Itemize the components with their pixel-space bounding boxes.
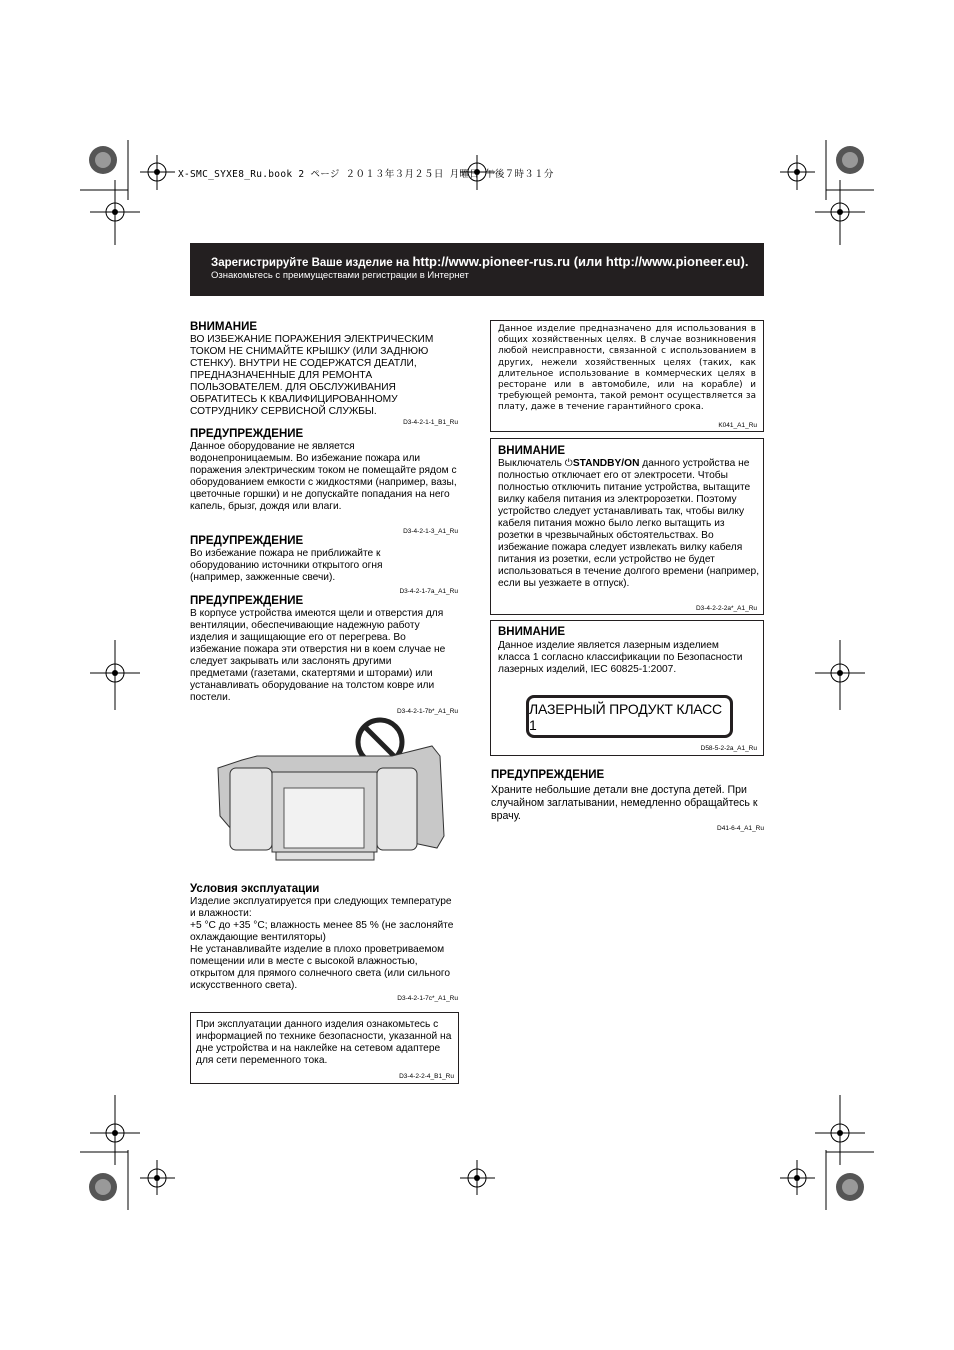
left-s2-code: D3-4-2-1-3_A1_Ru xyxy=(403,528,458,535)
right-box3-title: ВНИМАНИЕ xyxy=(498,626,566,638)
left-s5-body: Изделие эксплуатируется при следующих температуре и влажности: +5 °C до +35 °C; влажность менее 85 % (не заслоняйте охлаждающие вентиляторы) Не устанавливайте изделие в плохо проветриваемом помещении или в месте с высокой влажностью, открытом для прямого солнечного света (или сильного искусственного света). xyxy=(190,896,454,991)
right-s4-body: Храните небольшие детали вне доступа детей. При случайном заглатывании, немедленно обращайтесь к врачу. xyxy=(491,784,758,822)
power-icon: ⏻ xyxy=(564,458,573,469)
left-s5-title: Условия эксплуатации xyxy=(190,883,320,895)
covered-device-illustration xyxy=(212,716,452,866)
left-s3-body: Во избежание пожара не приближайте к оборудованию источники открытого огня (например, зажженные свечи). xyxy=(190,548,383,583)
banner-line-2: Ознакомьтесь с преимуществами регистрации в Интернет xyxy=(211,270,469,281)
left-s3-title: ПРЕДУПРЕЖДЕНИЕ xyxy=(190,535,304,547)
right-box3-body: Данное изделие является лазерным изделием класса 1 согласно классификации по Безопасности лазерных изделий, IEC 60825-1:2007. xyxy=(498,640,743,675)
right-box2-title: ВНИМАНИЕ xyxy=(498,445,566,457)
right-box-standby xyxy=(490,438,764,615)
banner-line-1 xyxy=(211,254,748,269)
left-s1-body: ВО ИЗБЕЖАНИЕ ПОРАЖЕНИЯ ЭЛЕКТРИЧЕСКИМ ТОКОМ НЕ СНИМАЙТЕ КРЫШКУ (ИЛИ ЗАДНЮЮ СТЕНКУ). ВНУТРИ НЕ СОДЕРЖАТСЯ ДЕАТЛИ, ПРЕДНАЗНАЧЕННЫЕ ДЛЯ РЕМОНТА ПОЛЬЗОВАТЕЛЕМ. ДЛЯ ОБСЛУЖИВАНИЯ ОБРАТИТЕСЬ К КВАЛИФИЦИРОВАННОМУ СОТРУДНИКУ СЕРВИСНОЙ СЛУЖБЫ. xyxy=(190,334,434,417)
left-s4-title: ПРЕДУПРЕЖДЕНИЕ xyxy=(190,595,304,607)
left-s3-code: D3-4-2-1-7a_A1_Ru xyxy=(399,588,458,595)
right-box2-body xyxy=(498,458,760,590)
left-s2-title: ПРЕДУПРЕЖДЕНИЕ xyxy=(190,428,304,440)
left-s4-body: В корпусе устройства имеются щели и отверстия для вентиляции, обеспечивающие надежную работу изделия и защищающие его от перегрева. Во избежание пожара эти отверстия ни в коем случае не следует закрывать или заслонять другими предметами (газетами, скатертями и шторами) или устанавливать оборудование на толстом ковре или постели. xyxy=(190,608,446,703)
right-box-household xyxy=(490,320,764,432)
right-box1-body: Данное изделие предназначено для использования в общих хозяйственных целях. В случае возникновения любой неисправности, связанной с использованием в других, нежели хозяйственных целях (таких, как длительное использование в коммерческих целях в ресторане или в автомобиле, или на корабле) и требующей ремонта, такой ремонт осуществляется за плату, даже в течение гарантийного срока. xyxy=(498,324,756,413)
right-box3-code: D58-5-2-2a_A1_Ru xyxy=(700,745,757,752)
left-box-body: При эксплуатации данного изделия ознакомьтесь с информацией по технике безопасности, указанной на дне устройства и на наклейке на сетевом адаптере для сети переменного тока. xyxy=(196,1019,452,1066)
right-box-laser xyxy=(490,620,764,756)
right-box1-code: K041_A1_Ru xyxy=(718,422,757,429)
laser-class-label: ЛАЗЕРНЫЙ ПРОДУКТ КЛАСС 1 xyxy=(526,695,733,738)
left-s5-code: D3-4-2-1-7c*_A1_Ru xyxy=(397,995,458,1002)
right-box2-body-post: данного устройства не полностью отключает его от электросети. Чтобы полностью отключить питание устройства, вытащите вилку кабеля питания из электророзетки. Поэтому устройство следует устанавливать так, чтобы вилку кабеля питания можно было легко вытащить из розетки в чрезвычайных обстоятельствах. Во избежание пожара следует извлекать вилку кабеля питания из розетки, если устройство не будет использоваться в течение долгого времени (например, если вы уезжаете в отпуск). xyxy=(498,458,760,589)
right-box2-code: D3-4-2-2-2a*_A1_Ru xyxy=(695,605,757,612)
right-s4-code: D41-6-4_A1_Ru xyxy=(717,825,764,832)
left-s2-body: Данное оборудование не является водонепроницаемым. Во избежание пожара или поражения электрическим током не помещайте рядом с оборудованием емкости с жидкостями (например, вазы, цветочные горшки) и не допускайте попадания на него капель, брызг, дождя или влаги. xyxy=(190,441,457,512)
left-box-code: D3-4-2-2-4_B1_Ru xyxy=(399,1073,454,1080)
standby-switch-label: STANDBY/ON xyxy=(572,458,640,469)
left-s4-code: D3-4-2-1-7b*_A1_Ru xyxy=(396,708,458,715)
banner-prefix: Зарегистрируйте Ваше изделие на xyxy=(211,257,413,269)
right-box2-body-pre: Выключатель xyxy=(498,458,565,469)
left-s1-code: D3-4-2-1-1_B1_Ru xyxy=(403,419,458,426)
file-header-line: X-SMC_SYXE8_Ru.book 2 ページ ２０１３年３月２５日 月曜日 午後７時３１分 xyxy=(178,169,554,180)
banner-url[interactable]: http://www.pioneer-rus.ru (или http://www.pioneer.eu). xyxy=(412,254,749,269)
left-info-box xyxy=(190,1012,459,1084)
registration-banner xyxy=(190,243,764,296)
left-s1-title: ВНИМАНИЕ xyxy=(190,321,258,333)
right-s4-title: ПРЕДУПРЕЖДЕНИЕ xyxy=(491,769,605,781)
